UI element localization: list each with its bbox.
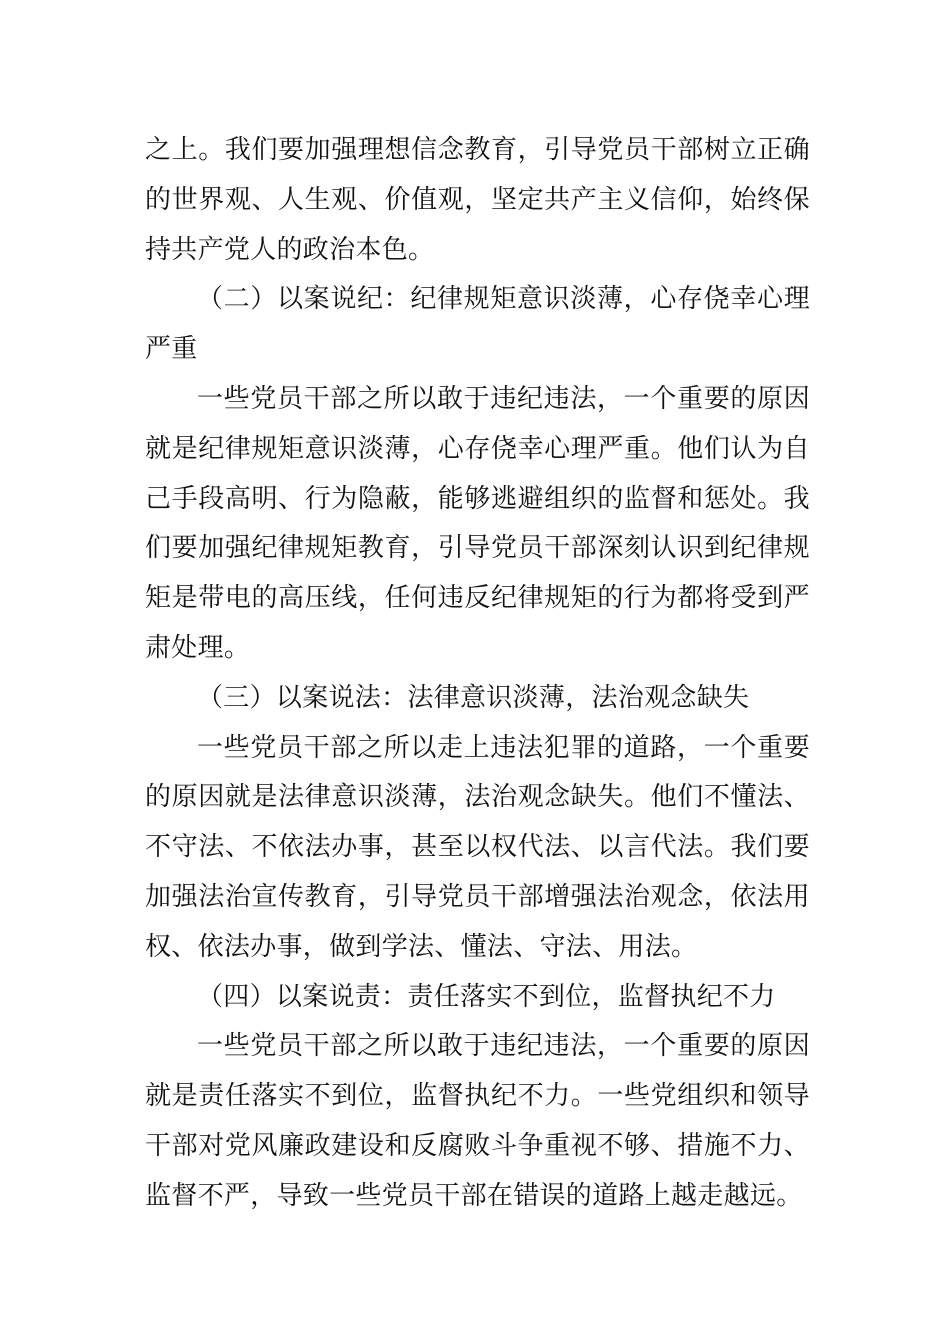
section-heading-4: （四）以案说责：责任落实不到位，监督执纪不力 xyxy=(197,981,776,1012)
paragraph-continuation: 之上。我们要加强理想信念教育，引导党员干部树立正确的世界观、人生观、价值观，坚定共产主义信仰，始终保持共产党人的政治本色。 xyxy=(145,135,810,265)
paragraph-body: 一些党员干部之所以走上违法犯罪的道路，一个重要的原因就是法律意识淡薄，法治观念缺失。他们不懂法、不守法、不依法办事，甚至以权代法、以言代法。我们要加强法治宣传教育，引导党员干部增强法治观念，依法用权、依法办事，做到学法、懂法、守法、用法。 xyxy=(145,732,810,962)
paragraph-body: 一些党员干部之所以敢于违纪违法，一个重要的原因就是责任落实不到位，监督执纪不力。一些党组织和领导干部对党风廉政建设和反腐败斗争重视不够、措施不力、监督不严，导致一些党员干部在错误的道路上越走越远。 xyxy=(145,1031,810,1211)
section-heading-3: （三）以案说法：法律意识淡薄，法治观念缺失 xyxy=(197,682,750,713)
paragraph-body: 一些党员干部之所以敢于违纪违法，一个重要的原因就是纪律规矩意识淡薄，心存侥幸心理严重。他们认为自己手段高明、行为隐蔽，能够逃避组织的监督和惩处。我们要加强纪律规矩教育，引导党员干部深刻认识到纪律规矩是带电的高压线，任何违反纪律规矩的行为都将受到严肃处理。 xyxy=(145,383,810,663)
section-heading-2: （二）以案说纪：纪律规矩意识淡薄，心存侥幸心理严重 xyxy=(145,284,810,365)
document-body xyxy=(145,126,810,1222)
